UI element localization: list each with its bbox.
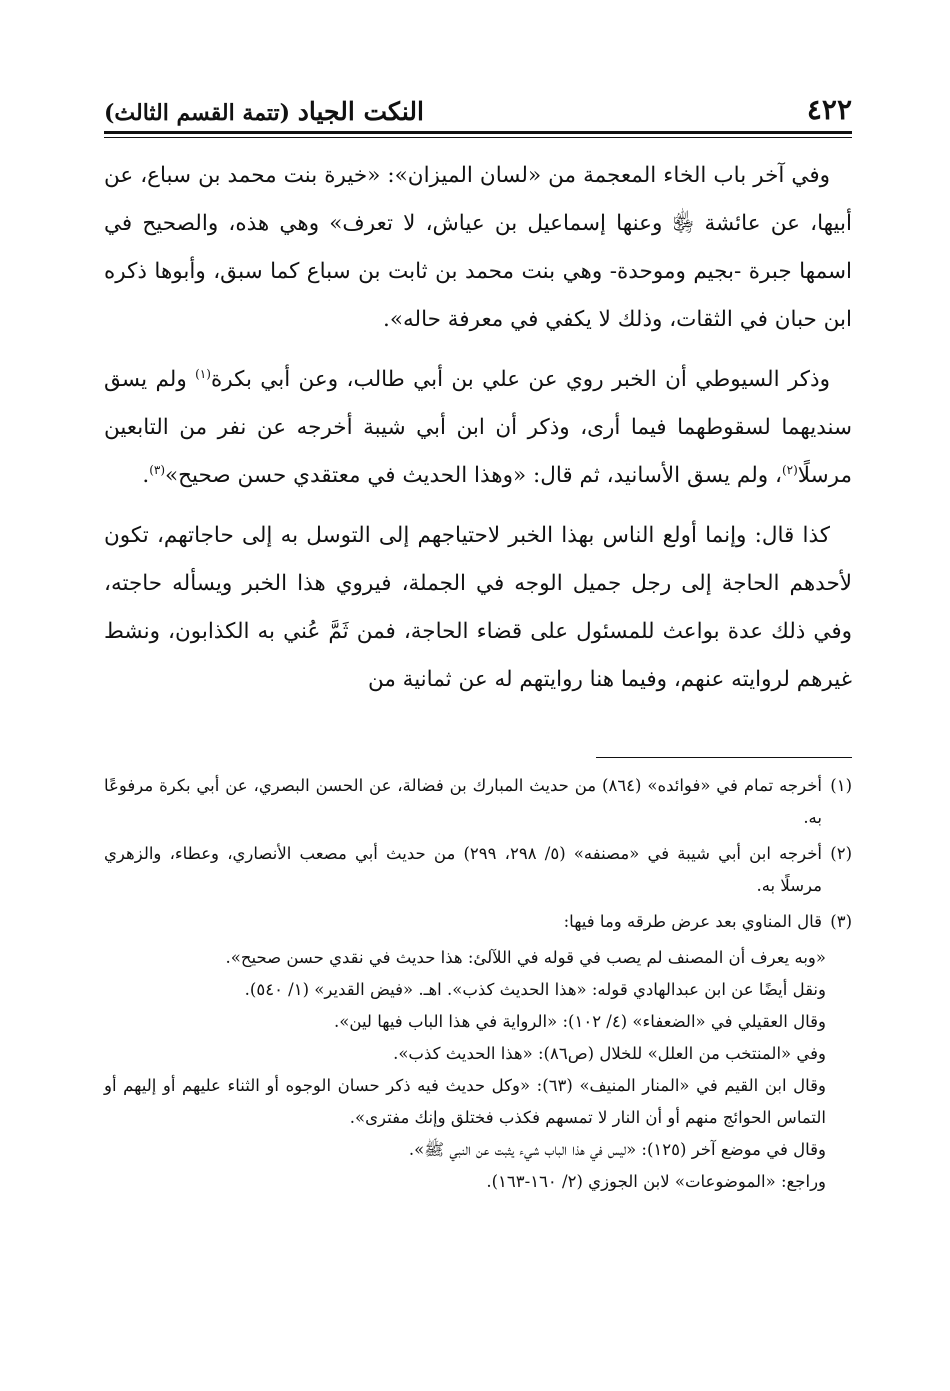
- footnote-3: [104, 906, 852, 938]
- footnote-1-text: أخرجه تمام في «فوائده» (٨٦٤) من حديث المبارك بن فضالة، عن الحسن البصري، عن أبي بكرة مرفوعًا به.: [104, 776, 822, 827]
- footnote-3-line-1: «وبه يعرف أن المصنف لم يصب في قوله في اللآلئ: هذا حديث في نقدي حسن صحيح».: [225, 948, 826, 967]
- running-title-main: النكت الجياد: [297, 97, 424, 126]
- footnotes: [104, 770, 852, 1198]
- main-text: [104, 152, 852, 716]
- paragraph-2-part-d: .: [142, 463, 150, 488]
- footnote-ref-3: (٣): [149, 462, 166, 477]
- footnote-2-text: أخرجه ابن أبي شيبة في «مصنفه» (٥/ ٢٩٨، ٢٩٩) من حديث أبي مصعب الأنصاري، وعطاء، والزهري مرسلًا به.: [104, 844, 822, 895]
- paragraph-3: كذا قال: وإنما أولع الناس بهذا الخبر لاحتياجهم إلى التوسل به إلى حاجاتهم، تكون لأحدهم الحاجة إلى رجل جميل الوجه في الجملة، فيروي هذا الخبر ويسأله حاجته، وفي ذلك عدة بواعث للمسئول على قضاء الحاجة، فمن ثَمَّ عُني به الكذابون، ونشط غيرهم لروايته عنهم، وفيما هنا روايتهم له عن ثمانية من: [104, 523, 852, 692]
- footnote-3-text: قال المناوي بعد عرض طرقه وما فيها:: [563, 912, 822, 931]
- footnote-separator: [596, 757, 852, 758]
- footnote-3-line-3: وقال العقيلي في «الضعفاء» (٤/ ١٠٢): «الرواية في هذا الباب فيها لين».: [334, 1012, 826, 1031]
- page-header: [104, 84, 852, 124]
- running-title: [104, 99, 424, 124]
- footnote-1-number: (١): [830, 776, 852, 795]
- paragraph-2-part-c: ، ولم يسق الأسانيد، ثم قال: «وهذا الحديث في معتقدي حسن صحيح»: [165, 463, 782, 488]
- paragraph-2-part-a: وذكر السيوطي أن الخبر روي عن علي بن أبي طالب، وعن أبي بكرة: [210, 367, 830, 392]
- footnote-ref-1: (١): [195, 366, 211, 381]
- footnote-1: [104, 770, 852, 834]
- paragraph-2: [104, 356, 852, 500]
- footnote-3-line-5: وقال ابن القيم في «المنار المنيف» (٦٣): «وكل حديث فيه ذكر حسان الوجوه أو الثناء عليهم أو إليهم أو التماس الحوائج منهم أو أن النار لا تمسهم فكذب فختلق وإنك مفترى».: [104, 1076, 827, 1127]
- header-rule: [104, 131, 852, 138]
- footnote-3-line-4: وفي «المنتخب من العلل» للخلال (ص٨٦): «هذا الحديث كذب».: [393, 1044, 826, 1063]
- paragraph-1: وفي آخر باب الخاء المعجمة من «لسان الميزان»: «خيرة بنت محمد بن سباع، عن أبيها، عن عائشة ﵂ وعنها إسماعيل بن عياش، لا تعرف» وهي هذه، والصحيح في اسمها جبرة -بجيم وموحدة- وهي بنت محمد بن ثابت بن سباع كما سبق، وأبوها ذكره ابن حبان في الثقات، وذلك لا يكفي في معرفة حاله».: [104, 163, 852, 332]
- footnote-3-line-2: ونقل أيضًا عن ابن عبدالهادي قوله: «هذا الحديث كذب». اهـ. «فيض القدير» (١/ ٥٤٠).: [244, 980, 826, 999]
- footnote-2: [104, 838, 852, 902]
- footnote-3-number: (٣): [830, 912, 852, 931]
- running-title-sub: (تتمة القسم الثالث): [104, 100, 291, 126]
- page-number: ٤٢٢: [806, 93, 852, 126]
- footnote-3-line-6: وقال في موضع آخر (١٢٥): «ليس في هذا الباب شيء يثبت عن النبي ﷺ».: [408, 1140, 826, 1159]
- paragraph-2-part-b: ولم يسق سنديهما لسقوطهما فيما أرى، وذكر أن ابن أبي شيبة أخرجه عن نفر من التابعين مرسلًا: [104, 367, 852, 488]
- footnote-3-line-7: وراجع: «الموضوعات» لابن الجوزي (٢/ ١٦٠-١٦٣).: [486, 1172, 826, 1191]
- footnote-ref-2: (٢): [781, 462, 798, 477]
- footnote-2-number: (٢): [830, 844, 852, 863]
